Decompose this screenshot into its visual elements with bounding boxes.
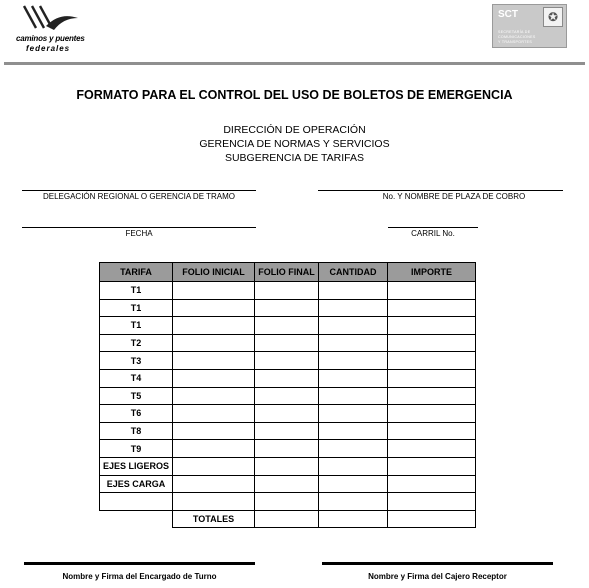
importe-cell[interactable] — [388, 475, 476, 493]
importe-cell[interactable] — [388, 334, 476, 352]
importe-cell[interactable] — [388, 317, 476, 335]
table-row — [100, 440, 476, 458]
folio-inicial-cell[interactable] — [173, 405, 255, 423]
header-importe: IMPORTE — [388, 263, 476, 282]
folio-final-cell[interactable] — [255, 317, 319, 335]
totals-label: TOTALES — [173, 510, 255, 528]
header-divider — [4, 62, 585, 65]
importe-cell[interactable] — [388, 440, 476, 458]
delegacion-label: DELEGACIÓN REGIONAL O GERENCIA DE TRAMO — [42, 192, 236, 201]
folio-inicial-cell[interactable] — [173, 334, 255, 352]
table-row — [100, 422, 476, 440]
tarifa-cell: T8 — [100, 422, 173, 440]
header-folio-final: FOLIO FINAL — [255, 263, 319, 282]
cantidad-cell[interactable] — [319, 352, 388, 370]
table-header-row — [100, 263, 476, 282]
sct-logo — [492, 4, 567, 48]
folio-final-cell[interactable] — [255, 475, 319, 493]
cajero-signature-line[interactable] — [322, 562, 553, 565]
tarifa-cell: T1 — [100, 282, 173, 300]
totals-folio-final-cell[interactable] — [255, 510, 319, 528]
folio-final-cell[interactable] — [255, 299, 319, 317]
cantidad-cell[interactable] — [319, 422, 388, 440]
importe-cell[interactable] — [388, 493, 476, 511]
importe-cell[interactable] — [388, 369, 476, 387]
folio-inicial-cell[interactable] — [173, 369, 255, 387]
folio-final-cell[interactable] — [255, 387, 319, 405]
delegacion-line[interactable] — [22, 190, 256, 191]
capufe-name-line2: federales — [26, 44, 71, 53]
totals-importe-cell[interactable] — [388, 510, 476, 528]
capufe-logo — [16, 4, 96, 52]
cantidad-cell[interactable] — [319, 317, 388, 335]
subheading-subgerencia: SUBGERENCIA DE TARIFAS — [224, 152, 365, 164]
folio-final-cell[interactable] — [255, 422, 319, 440]
encargado-signature-label: Nombre y Firma del Encargado de Turno — [62, 572, 217, 581]
header-tarifa: TARIFA — [100, 263, 173, 282]
encargado-signature-line[interactable] — [24, 562, 255, 565]
subheading-gerencia: GERENCIA DE NORMAS Y SERVICIOS — [199, 138, 390, 150]
folio-inicial-cell[interactable] — [173, 493, 255, 511]
cantidad-cell[interactable] — [319, 282, 388, 300]
importe-cell[interactable] — [388, 352, 476, 370]
table-row — [100, 475, 476, 493]
header-folio-inicial: FOLIO INICIAL — [173, 263, 255, 282]
plaza-line[interactable] — [318, 190, 563, 191]
cantidad-cell[interactable] — [319, 475, 388, 493]
cantidad-cell[interactable] — [319, 299, 388, 317]
tarifa-cell: EJES LIGEROS — [100, 457, 173, 475]
cantidad-cell[interactable] — [319, 493, 388, 511]
document-title: FORMATO PARA EL CONTROL DEL USO DE BOLETOS DE EMERGENCIA — [76, 88, 513, 102]
tarifa-cell: T9 — [100, 440, 173, 458]
totals-spacer — [100, 510, 173, 528]
table-row — [100, 282, 476, 300]
table-row — [100, 387, 476, 405]
tarifa-cell: T2 — [100, 334, 173, 352]
table-body — [100, 282, 476, 528]
tariff-table — [99, 262, 476, 528]
capufe-name-line1: caminos y puentes — [16, 34, 85, 43]
folio-final-cell[interactable] — [255, 352, 319, 370]
folio-final-cell[interactable] — [255, 369, 319, 387]
folio-final-cell[interactable] — [255, 282, 319, 300]
cantidad-cell[interactable] — [319, 457, 388, 475]
subheading-direccion: DIRECCIÓN DE OPERACIÓN — [223, 124, 366, 136]
folio-inicial-cell[interactable] — [173, 422, 255, 440]
totals-cantidad-cell[interactable] — [319, 510, 388, 528]
folio-inicial-cell[interactable] — [173, 440, 255, 458]
folio-final-cell[interactable] — [255, 457, 319, 475]
tarifa-cell — [100, 493, 173, 511]
mexico-seal-icon: ✪ — [543, 7, 563, 27]
tarifa-cell: T5 — [100, 387, 173, 405]
sct-label: SCT — [498, 9, 518, 20]
table-row — [100, 352, 476, 370]
importe-cell[interactable] — [388, 299, 476, 317]
tarifa-cell: T6 — [100, 405, 173, 423]
cantidad-cell[interactable] — [319, 405, 388, 423]
table-row — [100, 299, 476, 317]
importe-cell[interactable] — [388, 405, 476, 423]
cajero-signature-label: Nombre y Firma del Cajero Receptor — [368, 572, 507, 581]
fecha-line[interactable] — [22, 227, 256, 228]
table-row — [100, 405, 476, 423]
table-row — [100, 493, 476, 511]
cantidad-cell[interactable] — [319, 387, 388, 405]
importe-cell[interactable] — [388, 422, 476, 440]
tarifa-cell: T1 — [100, 299, 173, 317]
table-row — [100, 317, 476, 335]
plaza-label: No. Y NOMBRE DE PLAZA DE COBRO — [382, 192, 526, 201]
table-row — [100, 334, 476, 352]
fecha-label: FECHA — [125, 229, 153, 238]
folio-inicial-cell[interactable] — [173, 457, 255, 475]
folio-final-cell[interactable] — [255, 493, 319, 511]
table-row — [100, 457, 476, 475]
tarifa-cell: T1 — [100, 317, 173, 335]
folio-inicial-cell[interactable] — [173, 299, 255, 317]
importe-cell[interactable] — [388, 387, 476, 405]
header-cantidad: CANTIDAD — [319, 263, 388, 282]
totals-row — [100, 510, 476, 528]
carril-label: CARRIL No. — [411, 229, 455, 238]
importe-cell[interactable] — [388, 282, 476, 300]
folio-final-cell[interactable] — [255, 334, 319, 352]
capufe-emblem-icon — [22, 4, 80, 34]
folio-inicial-cell[interactable] — [173, 317, 255, 335]
cantidad-cell[interactable] — [319, 334, 388, 352]
folio-final-cell[interactable] — [255, 440, 319, 458]
tarifa-cell: T4 — [100, 369, 173, 387]
carril-line[interactable] — [388, 227, 478, 228]
cantidad-cell[interactable] — [319, 440, 388, 458]
folio-inicial-cell[interactable] — [173, 387, 255, 405]
importe-cell[interactable] — [388, 457, 476, 475]
sct-subtitle: SECRETARÍA DE COMUNICACIONES Y TRANSPORTES — [498, 30, 536, 44]
table-row — [100, 369, 476, 387]
folio-inicial-cell[interactable] — [173, 282, 255, 300]
folio-inicial-cell[interactable] — [173, 475, 255, 493]
cantidad-cell[interactable] — [319, 369, 388, 387]
folio-inicial-cell[interactable] — [173, 352, 255, 370]
tarifa-cell: EJES CARGA — [100, 475, 173, 493]
folio-final-cell[interactable] — [255, 405, 319, 423]
tarifa-cell: T3 — [100, 352, 173, 370]
